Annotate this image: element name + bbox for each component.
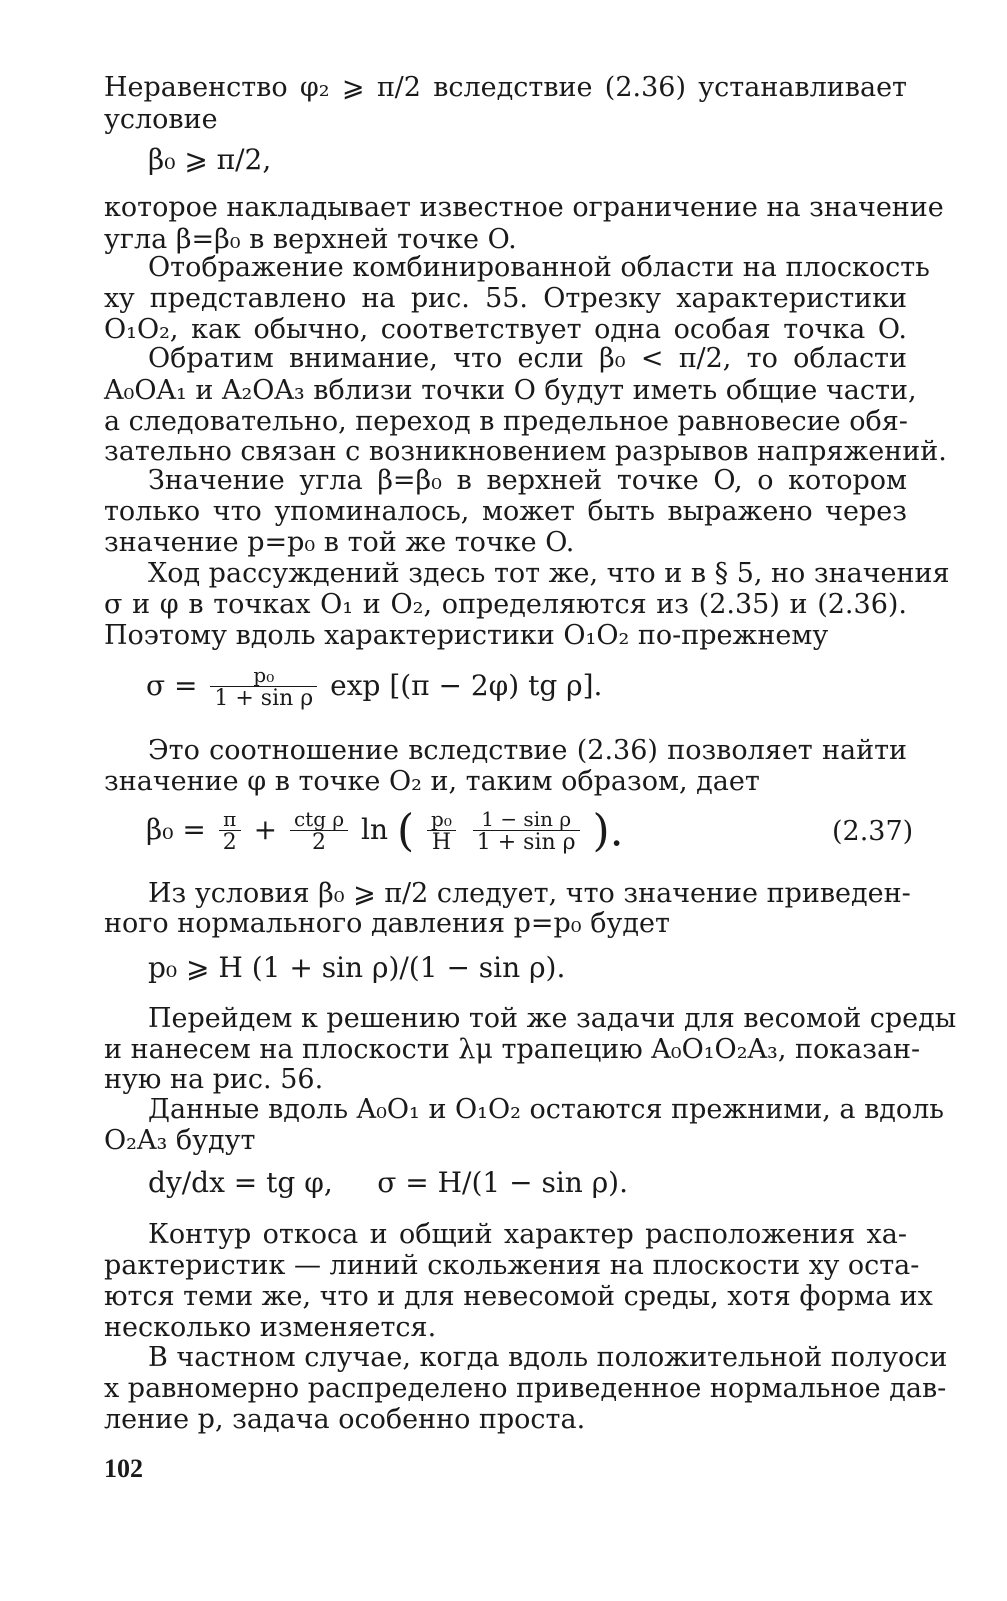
fraction xyxy=(290,808,348,855)
text-line: ного нормального давления p=p₀ будет xyxy=(104,908,670,939)
fraction-denominator: 1 + sin ρ xyxy=(210,686,317,711)
text-line: ную на рис. 56. xyxy=(104,1064,324,1095)
fraction-denominator: 2 xyxy=(290,830,348,855)
text-line: В частном случае, когда вдоль положительной полуоси xyxy=(148,1342,948,1373)
fraction xyxy=(427,808,456,855)
text-line: A₀OA₁ и A₂OA₃ вблизи точки O будут иметь общие части, xyxy=(104,375,917,406)
text-line: Перейдем к решению той же задачи для весомой среды xyxy=(148,1003,957,1034)
text-line: значение φ в точке O₂ и, таким образом, дает xyxy=(104,766,760,797)
equation-number: (2.37) xyxy=(832,816,914,847)
text-line: угла β=β₀ в верхней точке O. xyxy=(104,224,517,255)
text-line: зательно связан с возникновением разрывов напряжений. xyxy=(104,436,947,467)
text-line: условие xyxy=(104,104,218,135)
formula-line: p₀ ⩾ H (1 + sin ρ)/(1 − sin ρ). xyxy=(148,951,566,984)
formula-line: β₀ ⩾ π/2, xyxy=(148,143,272,176)
fraction-numerator: p₀ xyxy=(253,663,275,687)
text-line: Данные вдоль A₀O₁ и O₁O₂ остаются прежними, а вдоль xyxy=(148,1094,944,1125)
plus-sign: + xyxy=(253,813,278,846)
fraction-denominator: 1 + sin ρ xyxy=(473,830,580,855)
formula-line: dy/dx = tg φ, σ = H/(1 − sin ρ). xyxy=(148,1166,629,1199)
fraction xyxy=(219,808,241,855)
text-line: Неравенство φ₂ ⩾ π/2 вследствие (2.36) устанавливает xyxy=(104,72,907,103)
text-line: O₁O₂, как обычно, соответствует одна особая точка O. xyxy=(104,314,907,345)
text-line: Контур откоса и общий характер расположения ха- xyxy=(148,1219,907,1250)
formula-rhs: exp [(π − 2φ) tg ρ]. xyxy=(330,669,603,702)
text-line: x равномерно распределено приведенное нормальное дав- xyxy=(104,1373,947,1404)
fraction-denominator: 2 xyxy=(219,830,241,855)
text-line: рактеристик — линий скольжения на плоскости xy оста- xyxy=(104,1250,920,1281)
formula-lhs: β₀ = xyxy=(146,813,206,846)
text-line: а следовательно, переход в предельное равновесие обя- xyxy=(104,406,908,437)
text-line: значение p=p₀ в той же точке O. xyxy=(104,527,575,558)
ln-operator: ln xyxy=(361,813,389,846)
text-line: O₂A₃ будут xyxy=(104,1125,256,1156)
formula-beta0 xyxy=(146,805,624,857)
text-line: Обратим внимание, что если β₀ < π/2, то области xyxy=(148,343,907,374)
fraction-numerator: π xyxy=(223,807,237,831)
fraction-numerator: p₀ xyxy=(431,807,452,831)
text-line: xy представлено на рис. 55. Отрезку характеристики xyxy=(104,283,907,314)
text-line: только что упоминалось, может быть выражено через xyxy=(104,496,907,527)
text-line: Поэтому вдоль характеристики O₁O₂ по-прежнему xyxy=(104,620,829,651)
fraction xyxy=(210,664,317,711)
text-line: Это соотношение вследствие (2.36) позволяет найти xyxy=(148,735,907,766)
text-line: σ и φ в точках O₁ и O₂, определяются из (2.35) и (2.36). xyxy=(104,589,907,620)
fraction-denominator: H xyxy=(427,830,456,855)
fraction xyxy=(473,808,580,855)
close-paren: ). xyxy=(592,805,624,857)
open-paren: ( xyxy=(396,805,415,857)
text-line: и нанесем на плоскости λμ трапецию A₀O₁O₂A₃, показан- xyxy=(104,1034,921,1065)
text-line: ление p, задача особенно проста. xyxy=(104,1404,586,1435)
text-line: которое накладывает известное ограничение на значение xyxy=(104,192,944,223)
fraction-numerator: ctg ρ xyxy=(293,807,345,831)
fraction-numerator: 1 − sin ρ xyxy=(481,807,572,831)
formula-lhs: σ = xyxy=(146,669,198,702)
formula-sigma xyxy=(146,664,602,711)
text-line: Значение угла β=β₀ в верхней точке O, о котором xyxy=(148,465,907,496)
text-line: Отображение комбинированной области на плоскость xyxy=(148,252,930,283)
text-line: ются теми же, что и для невесомой среды, хотя форма их xyxy=(104,1281,933,1312)
text-line: несколько изменяется. xyxy=(104,1312,437,1343)
page-number: 102 xyxy=(104,1454,143,1483)
text-line: Из условия β₀ ⩾ π/2 следует, что значение приведен- xyxy=(148,878,911,909)
text-line: Ход рассуждений здесь тот же, что и в § 5, но значения xyxy=(148,558,950,589)
